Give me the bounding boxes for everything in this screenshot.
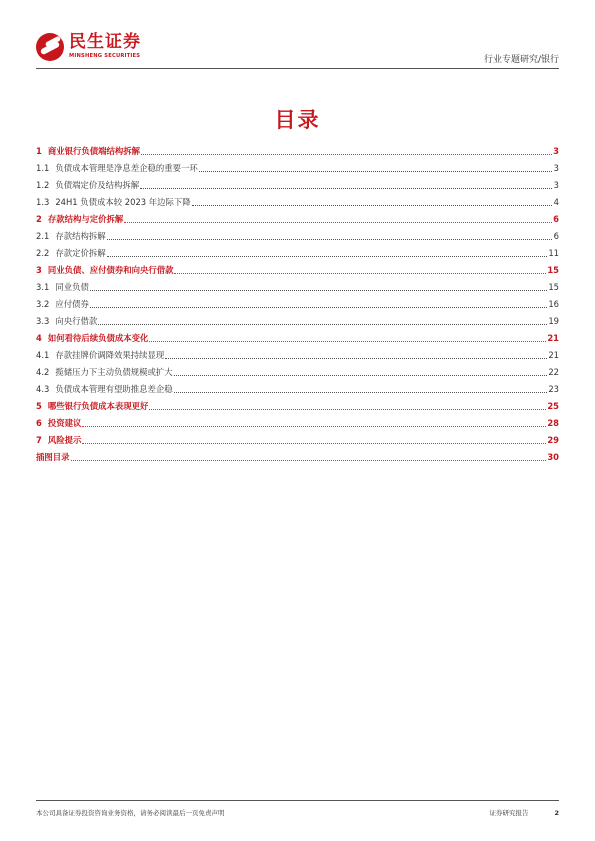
toc-entry-number: 1.2 xyxy=(36,180,50,190)
toc-entry-page: 30 xyxy=(547,452,559,462)
toc-entry-title: 存款挂牌价调降效果持续显现 xyxy=(55,350,165,360)
toc-subsection-entry[interactable] xyxy=(36,177,559,194)
toc-entry-title: 投资建议 xyxy=(47,418,82,428)
toc-section-entry[interactable] xyxy=(36,143,559,160)
toc-subsection-entry[interactable] xyxy=(36,194,559,211)
toc-dot-leader xyxy=(174,374,548,376)
toc-dot-leader xyxy=(141,153,552,155)
toc-entry-number: 4.3 xyxy=(36,384,50,394)
toc-dot-leader xyxy=(140,187,552,189)
toc-dot-leader xyxy=(107,238,552,240)
toc-entry-title: 向央行借款 xyxy=(55,316,98,326)
toc-entry-page: 16 xyxy=(548,299,559,309)
toc-dot-leader xyxy=(174,272,546,274)
toc-entry-number: 6 xyxy=(36,418,42,428)
toc-subsection-entry[interactable] xyxy=(36,347,559,364)
toc-entry-page: 22 xyxy=(548,367,559,377)
toc-subsection-entry[interactable] xyxy=(36,313,559,330)
toc-entry-number: 4.1 xyxy=(36,350,50,360)
toc-section-entry[interactable] xyxy=(36,330,559,347)
toc-entry-page: 15 xyxy=(548,282,559,292)
toc-entry-page: 21 xyxy=(548,350,559,360)
toc-dot-leader xyxy=(192,204,552,206)
toc-entry-page: 3 xyxy=(553,146,559,156)
toc-entry-title: 风险提示 xyxy=(47,435,82,445)
toc-entry-title: 揽储压力下主动负债规模或扩大 xyxy=(55,367,173,377)
toc-dot-leader xyxy=(149,408,546,410)
page-header xyxy=(36,33,559,69)
toc-dot-leader xyxy=(174,391,548,393)
toc-entry-number: 3.1 xyxy=(36,282,50,292)
toc-subsection-entry[interactable] xyxy=(36,160,559,177)
report-category: 行业专题研究/银行 xyxy=(483,55,559,65)
toc-entry-number: 1.1 xyxy=(36,163,50,173)
logo-chinese-name: 民生证券 xyxy=(69,32,141,53)
footer-disclaimer: 本公司具备证券投资咨询业务资格，请务必阅读最后一页免责声明 xyxy=(36,809,225,817)
document-type: 证券研究报告 xyxy=(489,809,529,817)
toc-dot-leader xyxy=(90,289,548,291)
toc-dot-leader xyxy=(165,357,547,359)
toc-dot-leader xyxy=(82,442,546,444)
toc-subsection-entry[interactable] xyxy=(36,245,559,262)
toc-entry-title: 插图目录 xyxy=(36,452,70,462)
toc-entry-page: 3 xyxy=(553,163,559,173)
toc-entry-page: 21 xyxy=(547,333,559,343)
toc-entry-number: 1 xyxy=(36,146,42,156)
toc-entry-title: 同业负债、应付债券和向央行借款 xyxy=(47,265,174,275)
toc-entry-page: 23 xyxy=(548,384,559,394)
footer-divider xyxy=(36,800,559,801)
toc-entry-number: 3.2 xyxy=(36,299,50,309)
toc-entry-number: 4.2 xyxy=(36,367,50,377)
toc-entry-page: 3 xyxy=(553,180,559,190)
toc-entry-number: 7 xyxy=(36,435,42,445)
toc-entry-number: 4 xyxy=(36,333,42,343)
toc-section-entry[interactable] xyxy=(36,415,559,432)
toc-section-entry[interactable] xyxy=(36,398,559,415)
toc-subsection-entry[interactable] xyxy=(36,228,559,245)
toc-entry-title: 负债端定价及结构拆解 xyxy=(55,180,140,190)
toc-section-entry[interactable] xyxy=(36,432,559,449)
toc-entry-number: 2.1 xyxy=(36,231,50,241)
toc-entry-page: 6 xyxy=(553,231,559,241)
toc-entry-page: 6 xyxy=(553,214,559,224)
page-number: 2 xyxy=(554,809,559,817)
toc-entry-title: 24H1 负债成本较 2023 年边际下降 xyxy=(55,197,191,207)
toc-entry-page: 4 xyxy=(553,197,559,207)
toc-entry-page: 11 xyxy=(548,248,559,258)
toc-entry-title: 负债成本管理有望助推息差企稳 xyxy=(55,384,173,394)
toc-entry-title: 负债成本管理是净息差企稳的重要一环 xyxy=(55,163,198,173)
toc-entry-title: 如何看待后续负债成本变化 xyxy=(47,333,149,343)
toc-subsection-entry[interactable] xyxy=(36,381,559,398)
toc-entry-number: 1.3 xyxy=(36,197,50,207)
toc-entry-number: 2.2 xyxy=(36,248,50,258)
toc-entry-page: 19 xyxy=(548,316,559,326)
toc-dot-leader xyxy=(199,170,552,172)
toc-dot-leader xyxy=(71,459,547,461)
toc-dot-leader xyxy=(82,425,546,427)
header-divider xyxy=(36,68,559,69)
toc-entry-number: 3 xyxy=(36,265,42,275)
toc-entry-number: 2 xyxy=(36,214,42,224)
toc-entry-title: 哪些银行负债成本表现更好 xyxy=(47,401,149,411)
toc-dot-leader xyxy=(149,340,546,342)
toc-entry-page: 15 xyxy=(547,265,559,275)
toc-entry-page: 29 xyxy=(547,435,559,445)
toc-title: 目录 xyxy=(274,108,321,132)
logo-english-name: MINSHENG SECURITIES xyxy=(69,53,141,60)
toc-entry-title: 存款定价拆解 xyxy=(55,248,106,258)
toc-dot-leader xyxy=(98,323,547,325)
toc-entry-title: 存款结构拆解 xyxy=(55,231,106,241)
toc-entry-number: 5 xyxy=(36,401,42,411)
toc-subsection-entry[interactable] xyxy=(36,364,559,381)
logo-mark-icon xyxy=(36,33,64,61)
toc-entry-title: 存款结构与定价拆解 xyxy=(47,214,124,224)
toc-dot-leader xyxy=(90,306,548,308)
toc-entry-page: 25 xyxy=(547,401,559,411)
toc-entry-number: 3.3 xyxy=(36,316,50,326)
table-of-contents xyxy=(36,143,559,466)
toc-entry-title: 应付债券 xyxy=(55,299,89,309)
company-logo xyxy=(36,33,141,61)
toc-dot-leader xyxy=(124,221,552,223)
toc-dot-leader xyxy=(107,255,548,257)
toc-section-entry[interactable] xyxy=(36,449,559,466)
toc-subsection-entry[interactable] xyxy=(36,279,559,296)
toc-entry-page: 28 xyxy=(547,418,559,428)
toc-subsection-entry[interactable] xyxy=(36,296,559,313)
toc-entry-title: 商业银行负债端结构拆解 xyxy=(47,146,140,156)
toc-section-entry[interactable] xyxy=(36,262,559,279)
toc-section-entry[interactable] xyxy=(36,211,559,228)
footer-right xyxy=(489,808,559,817)
toc-entry-title: 同业负债 xyxy=(55,282,89,292)
